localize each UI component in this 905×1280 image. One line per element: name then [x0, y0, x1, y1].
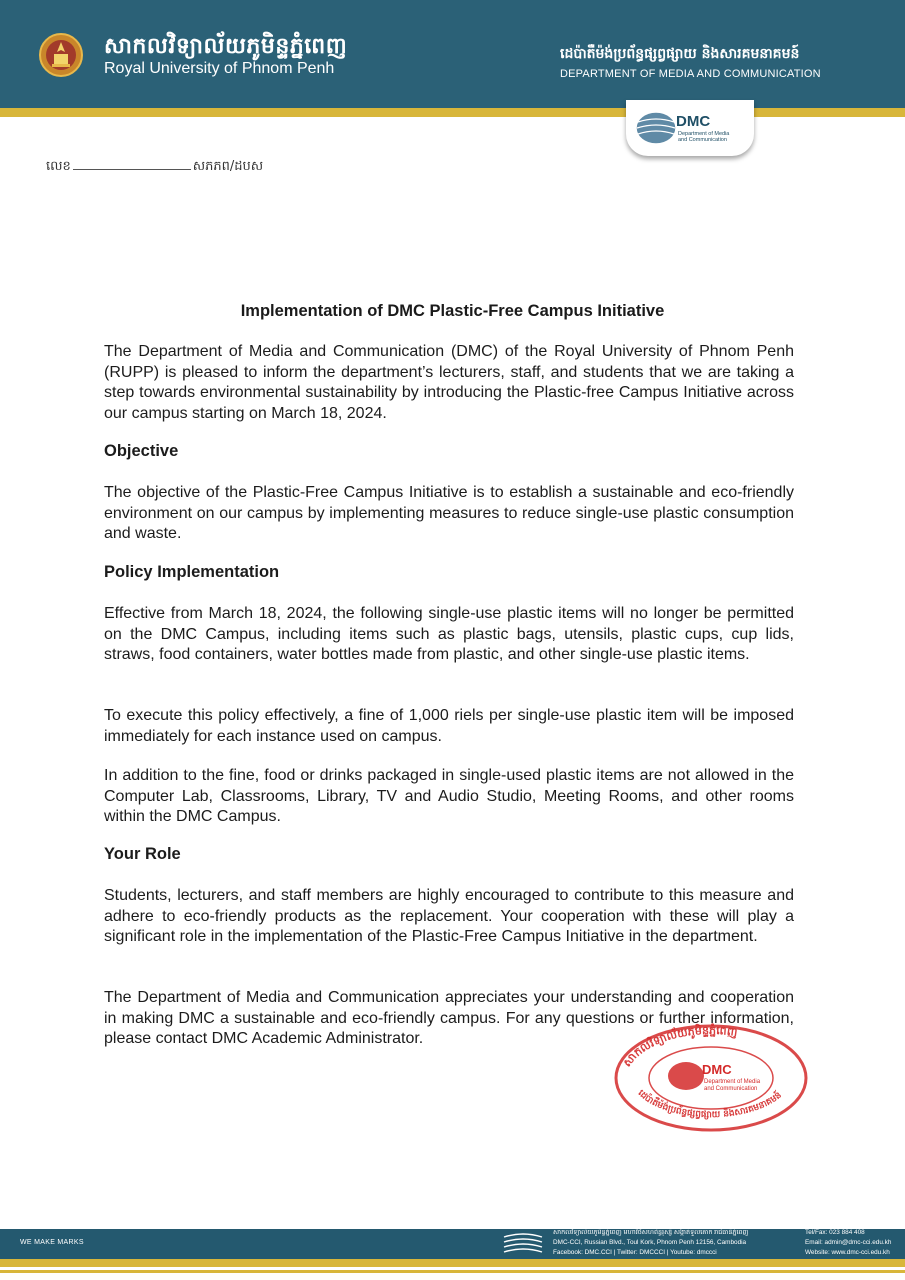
stamp-center-sub-2: and Communication: [704, 1086, 758, 1092]
reference-blank-line: [73, 157, 191, 170]
closing-paragraph: The Department of Media and Communication appreciates your understanding and cooperation in making DMC a sustainable and eco-friendly campus. For any questions or further information, please contact DMC Academic Administrator.: [104, 989, 794, 1047]
dmc-logo-subtext-1: Department of Media: [678, 131, 730, 137]
objective-heading: Objective: [104, 442, 179, 460]
reference-number: [46, 157, 263, 177]
footer-tel: Tel/Fax: 023 884 408: [805, 1229, 865, 1236]
policy-paragraph-3: In addition to the fine, food or drinks packaged in single-used plastic items are not allowed in the Computer Lab, Classrooms, Library, TV and Audio Studio, Meeting Rooms, and other rooms within the DMC Campus.: [104, 767, 794, 825]
role-paragraph: Students, lecturers, and staff members are highly encouraged to contribute to this measure and adhere to eco-friendly products as the replacement. Your cooperation with these will play a significant role in the implementation of the Plastic-Free Campus Initiative in the department.: [104, 887, 794, 945]
department-name-khmer: ដេប៉ាតឺម៉ង់ប្រព័ន្ធផ្សព្វផ្សាយ និងសារគមនាគមន៍: [560, 46, 800, 62]
dmc-logo-subtext-2: and Communication: [678, 137, 727, 143]
document-title: Implementation of DMC Plastic-Free Campus Initiative: [240, 302, 665, 320]
stamp-center-sub-1: Department of Media: [704, 1079, 761, 1085]
university-name-khmer: សាកលវិទ្យាល័យភូមិន្ទភ្នំពេញ: [104, 34, 348, 59]
footer-address-block: [553, 1228, 803, 1258]
role-heading: Your Role: [104, 845, 181, 863]
intro-paragraph: The Department of Media and Communication (DMC) of the Royal University of Phnom Penh (RUPP) is pleased to inform the department’s lecturers, staff, and students that we are taking a step towards environmental sustainability by introducing the Plastic-free Campus Initiative across our campus starting on March 18, 2024.: [104, 343, 794, 422]
footer-email: Email: admin@dmc-cci.edu.kh: [805, 1239, 892, 1246]
footer-social-links: Facebook: DMC.CCI | Twitter: DMCCCI | Youtube: dmccci: [553, 1249, 717, 1256]
department-name-english: DEPARTMENT OF MEDIA AND COMMUNICATION: [560, 68, 821, 80]
reference-suffix: សភភព/ដបស: [192, 159, 264, 174]
footer-contact-block: [805, 1228, 905, 1258]
policy-heading: Policy Implementation: [104, 563, 280, 581]
globe-icon: [636, 112, 676, 144]
letterhead-gold-stripe: [0, 108, 905, 117]
footer-address-khmer: សាកលវិទ្យាល័យភូមិន្ទភ្នំពេញ មហាវិថីសហព័ន្ធរុស្សី សង្កាត់ទួលគោក រាជធានីភ្នំពេញ: [553, 1229, 749, 1236]
stamp-globe-icon: [668, 1062, 704, 1090]
objective-paragraph: The objective of the Plastic-Free Campus Initiative is to establish a sustainable and eco-friendly environment on our campus by implementing measures to reduce single-use plastic consumption and waste.: [104, 484, 794, 542]
footer-slogan: WE MAKE MARKS: [20, 1239, 84, 1246]
stamp-center-text: DMC: [702, 1062, 732, 1077]
reference-prefix: លេខ: [46, 159, 71, 174]
footer-globe-icon: [502, 1231, 544, 1257]
svg-text:ដេប៉ាតឺម៉ង់ប្រព័ន្ធផ្សព្វផ្សាយ: [636, 1088, 784, 1120]
university-emblem-icon: [38, 30, 84, 80]
stamp-top-text: សាកលវិទ្យាល័យភូមិន្ទភ្នំពេញ: [620, 1023, 739, 1070]
footer-address-english: DMC-CCI, Russian Blvd., Toul Kork, Phnom Penh 12156, Cambodia: [553, 1239, 747, 1246]
dmc-logo-text: DMC: [676, 113, 711, 130]
footer-website: Website: www.dmc-cci.edu.kh: [805, 1249, 890, 1256]
official-stamp: [612, 1022, 810, 1134]
policy-paragraph-2: To execute this policy effectively, a fine of 1,000 riels per single-use plastic item will be imposed immediately for each instance used on campus.: [104, 707, 794, 745]
footer-gold-stripe: [0, 1259, 905, 1267]
university-name-english: Royal University of Phnom Penh: [104, 60, 335, 77]
footer-gold-thin-stripe: [0, 1270, 905, 1273]
stamp-bottom-text: ដេប៉ាតឺម៉ង់ប្រព័ន្ធផ្សព្វផ្សាយ និងសារគមនាគមន៍: [635, 1088, 784, 1121]
dmc-logo: [634, 108, 746, 148]
policy-paragraph-1: Effective from March 18, 2024, the following single-use plastic items will no longer be permitted on the DMC Campus, including items such as plastic bags, utensils, plastic cups, cup lids, straws, food containers, water bottles made from plastic, and other single-use plastic items.: [104, 605, 794, 663]
